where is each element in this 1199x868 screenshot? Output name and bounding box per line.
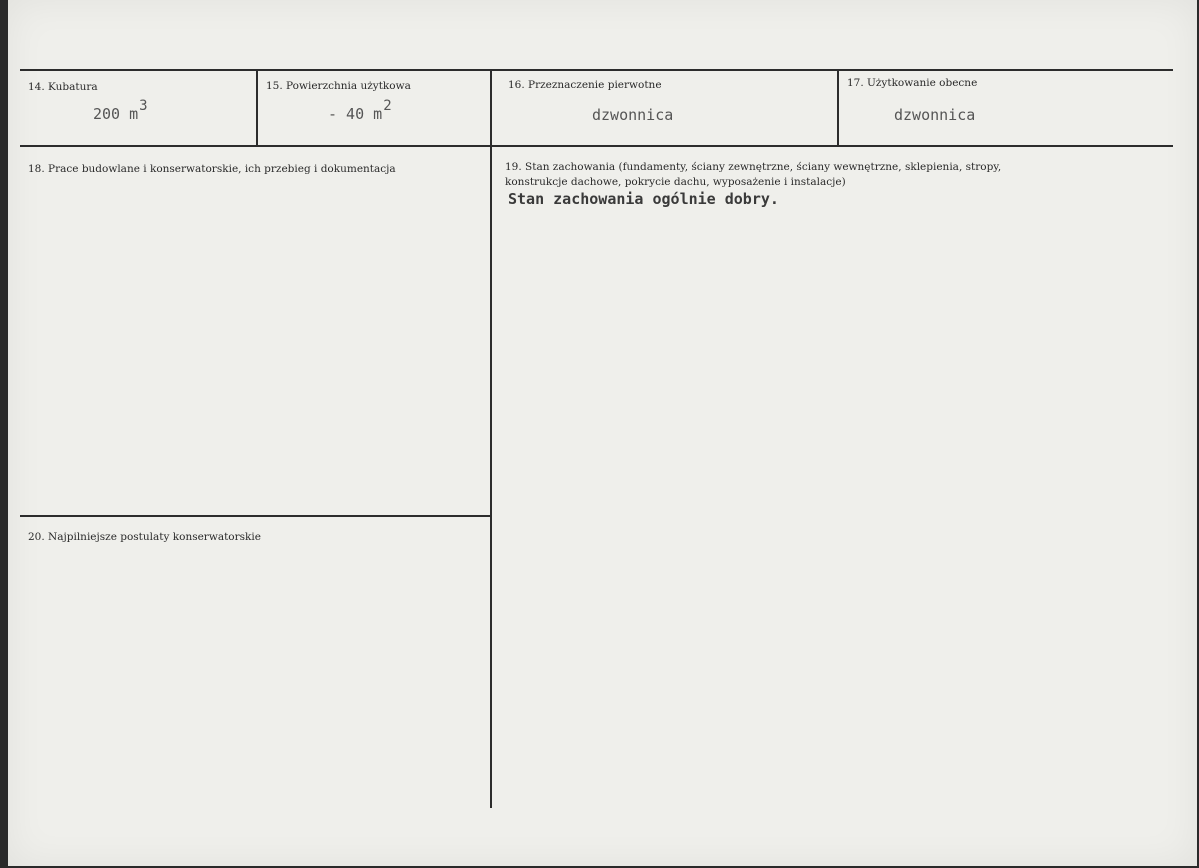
top-rule [20, 69, 1173, 71]
field-15-value [328, 98, 392, 123]
field-15-unit-exponent: 2 [383, 98, 392, 114]
field-14-label: 14. Kubatura [28, 81, 98, 93]
field-16-label: 16. Przeznaczenie pierwotne [508, 79, 662, 91]
col-divider-14-15 [256, 71, 258, 147]
field-17-value: dzwonnica [894, 106, 976, 124]
col-divider-15-16 [490, 71, 492, 808]
col-divider-16-17 [837, 71, 839, 147]
field-15-value-text: - 40 m [328, 105, 383, 123]
row1-bottom-rule [20, 145, 1173, 147]
field-17-label: 17. Użytkowanie obecne [847, 77, 978, 89]
field-20-label: 20. Najpilniejsze postulaty konserwatorskie [28, 531, 261, 543]
field-18-label: 18. Prace budowlane i konserwatorskie, ich przebieg i dokumentacja [28, 163, 396, 175]
field-19-value: Stan zachowania ogólnie dobry. [508, 190, 779, 208]
field-14-value [93, 98, 148, 123]
field-19-label-line2: konstrukcje dachowe, pokrycie dachu, wyposażenie i instalacje) [505, 176, 846, 188]
section-20-top-rule [20, 515, 490, 517]
field-14-unit-exponent: 3 [139, 98, 148, 114]
field-15-label: 15. Powierzchnia użytkowa [266, 80, 411, 92]
field-19-label-line1: 19. Stan zachowania (fundamenty, ściany zewnętrzne, ściany wewnętrzne, sklepienia, stropy, [505, 161, 1002, 173]
field-16-value: dzwonnica [592, 106, 674, 124]
field-14-value-text: 200 m [93, 105, 139, 123]
form-card-page [8, 0, 1197, 866]
